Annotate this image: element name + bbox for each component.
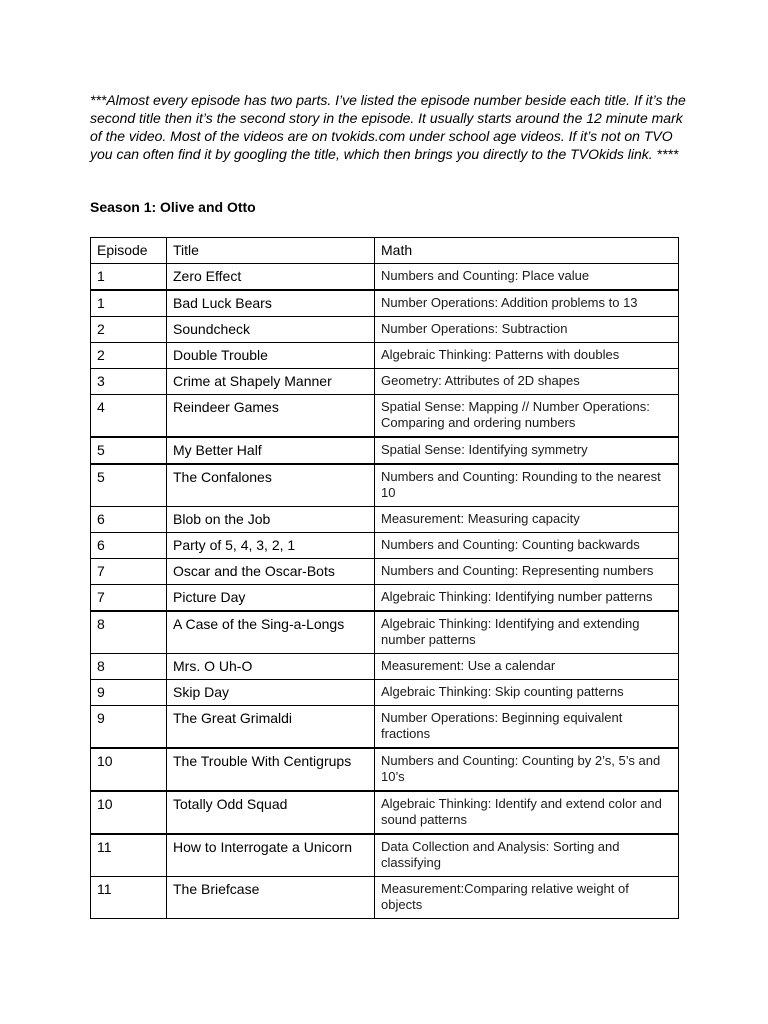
math-topic: Measurement:Comparing relative weight of objects	[375, 877, 679, 919]
table-row	[91, 290, 679, 317]
episode-number: 11	[91, 877, 167, 919]
math-topic: Algebraic Thinking: Identifying number patterns	[375, 585, 679, 612]
episode-title: Oscar and the Oscar-Bots	[167, 559, 375, 585]
episode-number: 7	[91, 559, 167, 585]
episode-title: Skip Day	[167, 680, 375, 706]
episode-title: Blob on the Job	[167, 507, 375, 533]
episode-title: The Great Grimaldi	[167, 706, 375, 749]
episode-title: Double Trouble	[167, 343, 375, 369]
math-topic: Algebraic Thinking: Skip counting patterns	[375, 680, 679, 706]
episode-number: 6	[91, 507, 167, 533]
episode-title: Party of 5, 4, 3, 2, 1	[167, 533, 375, 559]
math-topic: Numbers and Counting: Representing numbers	[375, 559, 679, 585]
episode-number: 10	[91, 748, 167, 791]
table-row	[91, 437, 679, 464]
episode-number: 8	[91, 654, 167, 680]
math-topic: Numbers and Counting: Counting by 2’s, 5’s and 10’s	[375, 748, 679, 791]
episode-title: Totally Odd Squad	[167, 791, 375, 834]
math-topic: Algebraic Thinking: Patterns with doubles	[375, 343, 679, 369]
episode-number: 2	[91, 317, 167, 343]
table-row	[91, 877, 679, 919]
episode-table	[90, 237, 679, 919]
math-topic: Algebraic Thinking: Identifying and extending number patterns	[375, 611, 679, 654]
math-topic: Numbers and Counting: Rounding to the nearest 10	[375, 464, 679, 507]
math-topic: Numbers and Counting: Counting backwards	[375, 533, 679, 559]
episode-number: 11	[91, 834, 167, 877]
table-row	[91, 559, 679, 585]
table-row	[91, 680, 679, 706]
table-row	[91, 611, 679, 654]
header-title: Title	[167, 238, 375, 264]
episode-title: A Case of the Sing-a-Longs	[167, 611, 375, 654]
math-topic: Geometry: Attributes of 2D shapes	[375, 369, 679, 395]
episode-title: The Briefcase	[167, 877, 375, 919]
math-topic: Number Operations: Beginning equivalent fractions	[375, 706, 679, 749]
episode-title: My Better Half	[167, 437, 375, 464]
episode-title: Reindeer Games	[167, 395, 375, 438]
table-row	[91, 464, 679, 507]
episode-title: The Trouble With Centigrups	[167, 748, 375, 791]
table-row	[91, 264, 679, 291]
table-row	[91, 791, 679, 834]
math-topic: Numbers and Counting: Place value	[375, 264, 679, 291]
episode-title: Crime at Shapely Manner	[167, 369, 375, 395]
math-topic: Algebraic Thinking: Identify and extend color and sound patterns	[375, 791, 679, 834]
episode-number: 7	[91, 585, 167, 612]
episode-number: 4	[91, 395, 167, 438]
episode-number: 6	[91, 533, 167, 559]
episode-title: How to Interrogate a Unicorn	[167, 834, 375, 877]
episode-number: 10	[91, 791, 167, 834]
episode-number: 9	[91, 706, 167, 749]
math-topic: Number Operations: Subtraction	[375, 317, 679, 343]
table-row	[91, 507, 679, 533]
episode-number: 2	[91, 343, 167, 369]
math-topic: Measurement: Use a calendar	[375, 654, 679, 680]
episode-number: 8	[91, 611, 167, 654]
table-row	[91, 533, 679, 559]
episode-title: Bad Luck Bears	[167, 290, 375, 317]
episode-number: 9	[91, 680, 167, 706]
episode-title: Zero Effect	[167, 264, 375, 291]
episode-title: Mrs. O Uh-O	[167, 654, 375, 680]
episode-number: 1	[91, 264, 167, 291]
episode-number: 3	[91, 369, 167, 395]
table-row	[91, 395, 679, 438]
intro-note: ***Almost every episode has two parts. I’ve listed the episode number beside each title. If it’s the second title then it’s the second story in the episode. It usually starts around the 12 minute mark of the video. Most of the videos are on tvokids.com under school age videos. If it’s not on TVO you can often find it by googling the title, which then brings you directly to the TVOkids link. ****	[90, 92, 686, 162]
header-math: Math	[375, 238, 679, 264]
math-topic: Spatial Sense: Identifying symmetry	[375, 437, 679, 464]
table-row	[91, 834, 679, 877]
episode-title: Soundcheck	[167, 317, 375, 343]
table-row	[91, 369, 679, 395]
math-topic: Data Collection and Analysis: Sorting and classifying	[375, 834, 679, 877]
episode-title: Picture Day	[167, 585, 375, 612]
table-row	[91, 343, 679, 369]
table-header-row	[91, 238, 679, 264]
math-topic: Measurement: Measuring capacity	[375, 507, 679, 533]
table-row	[91, 317, 679, 343]
episode-title: The Confalones	[167, 464, 375, 507]
episode-number: 5	[91, 464, 167, 507]
math-topic: Number Operations: Addition problems to 13	[375, 290, 679, 317]
header-episode: Episode	[91, 238, 167, 264]
math-topic: Spatial Sense: Mapping // Number Operations: Comparing and ordering numbers	[375, 395, 679, 438]
table-row	[91, 706, 679, 749]
season-heading: Season 1: Olive and Otto	[90, 199, 256, 215]
episode-number: 1	[91, 290, 167, 317]
table-row	[91, 585, 679, 612]
table-row	[91, 748, 679, 791]
episode-number: 5	[91, 437, 167, 464]
table-row	[91, 654, 679, 680]
